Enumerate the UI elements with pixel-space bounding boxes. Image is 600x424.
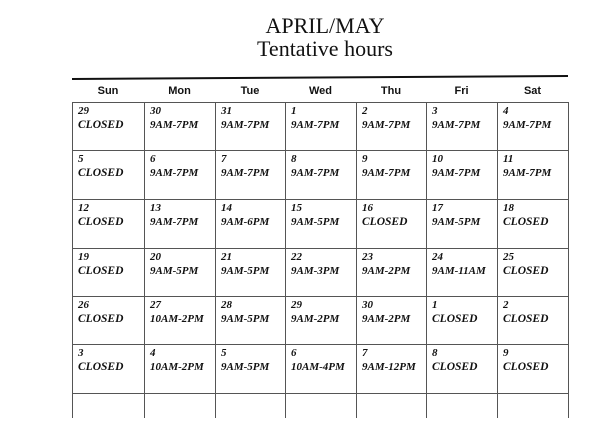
day-number: 7 [362, 347, 368, 359]
day-number: 29 [78, 105, 89, 117]
day-number: 12 [78, 202, 89, 214]
day-number: 8 [432, 347, 438, 359]
day-cell [144, 199, 215, 248]
day-number: 9 [503, 347, 509, 359]
day-cell [215, 296, 285, 344]
day-cell [144, 296, 215, 344]
weekday-label-wed: Wed [308, 85, 333, 97]
day-number: 6 [150, 153, 156, 165]
hours-label: 9AM-5PM [221, 361, 270, 373]
day-number: 27 [150, 299, 161, 311]
day-cell [497, 199, 568, 248]
day-cell [497, 248, 568, 296]
weekday-label-thu: Thu [380, 85, 402, 97]
day-number: 20 [150, 251, 161, 263]
hours-label: 9AM-5PM [432, 216, 481, 228]
hours-label: 9AM-7PM [150, 119, 199, 131]
day-cell [285, 102, 356, 150]
hours-label: 9AM-2PM [291, 313, 340, 325]
day-cell [72, 296, 144, 344]
weekday-label-sat: Sat [523, 85, 542, 97]
day-number: 13 [150, 202, 161, 214]
day-number: 16 [362, 202, 373, 214]
day-cell [72, 248, 144, 296]
hours-label: 9AM-7PM [221, 167, 270, 179]
weekday-label-tue: Tue [240, 85, 260, 97]
day-cell [426, 150, 497, 199]
day-cell [356, 102, 426, 150]
day-number: 28 [221, 299, 232, 311]
day-number: 4 [503, 105, 509, 117]
day-cell [356, 296, 426, 344]
day-cell [497, 150, 568, 199]
weekday-label-sun: Sun [97, 85, 119, 97]
day-number: 19 [78, 251, 89, 263]
day-cell [72, 102, 144, 150]
hours-label: 9AM-2PM [362, 265, 411, 277]
day-cell [215, 344, 285, 393]
row-divider [72, 393, 568, 394]
day-number: 15 [291, 202, 302, 214]
closed-label: CLOSED [78, 216, 124, 228]
hours-label: 9AM-5PM [221, 313, 270, 325]
day-number: 1 [432, 299, 438, 311]
hours-label: 9AM-7PM [150, 216, 199, 228]
day-cell [215, 199, 285, 248]
day-number: 11 [503, 153, 514, 165]
day-number: 29 [291, 299, 302, 311]
closed-label: CLOSED [432, 361, 478, 373]
day-number: 10 [432, 153, 443, 165]
closed-label: CLOSED [362, 216, 408, 228]
hours-label: 9AM-7PM [362, 119, 411, 131]
hours-label: 9AM-7PM [291, 167, 340, 179]
hours-label: 9AM-5PM [150, 265, 199, 277]
day-cell [144, 248, 215, 296]
closed-label: CLOSED [78, 361, 124, 373]
day-number: 25 [503, 251, 514, 263]
day-cell [144, 102, 215, 150]
day-cell [215, 102, 285, 150]
day-cell [215, 248, 285, 296]
day-number: 21 [221, 251, 232, 263]
day-number: 31 [221, 105, 232, 117]
day-cell [285, 344, 356, 393]
day-cell [72, 344, 144, 393]
column-divider [568, 102, 569, 418]
hours-label: 9AM-7PM [221, 119, 270, 131]
weekday-header-row [72, 80, 568, 102]
closed-label: CLOSED [503, 313, 549, 325]
hours-label: 9AM-2PM [362, 313, 411, 325]
day-cell [72, 150, 144, 199]
day-cell [285, 296, 356, 344]
day-number: 26 [78, 299, 89, 311]
closed-label: CLOSED [503, 216, 549, 228]
day-cell [285, 199, 356, 248]
day-cell [356, 199, 426, 248]
calendar-subtitle: Tentative hours [257, 36, 393, 61]
day-cell [426, 248, 497, 296]
day-number: 18 [503, 202, 514, 214]
hours-label: 9AM-7PM [432, 167, 481, 179]
day-number: 24 [432, 251, 443, 263]
hours-label: 9AM-5PM [291, 216, 340, 228]
day-cell [497, 102, 568, 150]
day-cell [426, 102, 497, 150]
day-cell [72, 199, 144, 248]
hours-label: 9AM-3PM [291, 265, 340, 277]
hours-label: 9AM-7PM [503, 167, 552, 179]
day-number: 17 [432, 202, 443, 214]
day-cell [356, 344, 426, 393]
hours-label: 10AM-4PM [291, 361, 345, 373]
closed-label: CLOSED [78, 313, 124, 325]
hours-label: 9AM-12PM [362, 361, 416, 373]
day-cell [356, 150, 426, 199]
day-cell [144, 150, 215, 199]
hours-label: 10AM-2PM [150, 361, 204, 373]
closed-label: CLOSED [78, 167, 124, 179]
hours-label: 10AM-2PM [150, 313, 204, 325]
day-number: 4 [150, 347, 156, 359]
day-cell [426, 296, 497, 344]
day-number: 9 [362, 153, 368, 165]
day-cell [497, 296, 568, 344]
day-number: 22 [291, 251, 302, 263]
hours-label: 9AM-7PM [432, 119, 481, 131]
calendar-grid [72, 78, 568, 418]
day-number: 1 [291, 105, 297, 117]
hours-label: 9AM-6PM [221, 216, 270, 228]
day-number: 7 [221, 153, 227, 165]
hours-label: 9AM-11AM [432, 265, 486, 277]
hours-label: 9AM-7PM [291, 119, 340, 131]
day-number: 5 [221, 347, 227, 359]
closed-label: CLOSED [432, 313, 478, 325]
day-number: 14 [221, 202, 232, 214]
day-cell [356, 248, 426, 296]
hours-label: 9AM-7PM [150, 167, 199, 179]
day-number: 2 [503, 299, 509, 311]
day-cell [144, 344, 215, 393]
day-cell [285, 248, 356, 296]
day-number: 6 [291, 347, 297, 359]
weekday-label-mon: Mon [168, 85, 191, 97]
day-cell [215, 150, 285, 199]
day-cell [497, 344, 568, 393]
closed-label: CLOSED [503, 265, 549, 277]
day-cell [285, 150, 356, 199]
day-number: 23 [362, 251, 373, 263]
closed-label: CLOSED [78, 119, 124, 131]
day-number: 2 [362, 105, 368, 117]
day-cell [426, 199, 497, 248]
day-cell [426, 344, 497, 393]
hours-label: 9AM-7PM [362, 167, 411, 179]
hours-label: 9AM-5PM [221, 265, 270, 277]
day-number: 30 [150, 105, 161, 117]
day-number: 8 [291, 153, 297, 165]
day-number: 5 [78, 153, 84, 165]
closed-label: CLOSED [78, 265, 124, 277]
closed-label: CLOSED [503, 361, 549, 373]
hours-label: 9AM-7PM [503, 119, 552, 131]
calendar-title: APRIL/MAY [265, 13, 385, 38]
weekday-label-fri: Fri [454, 85, 469, 97]
day-number: 30 [362, 299, 373, 311]
day-number: 3 [432, 105, 438, 117]
day-number: 3 [78, 347, 84, 359]
